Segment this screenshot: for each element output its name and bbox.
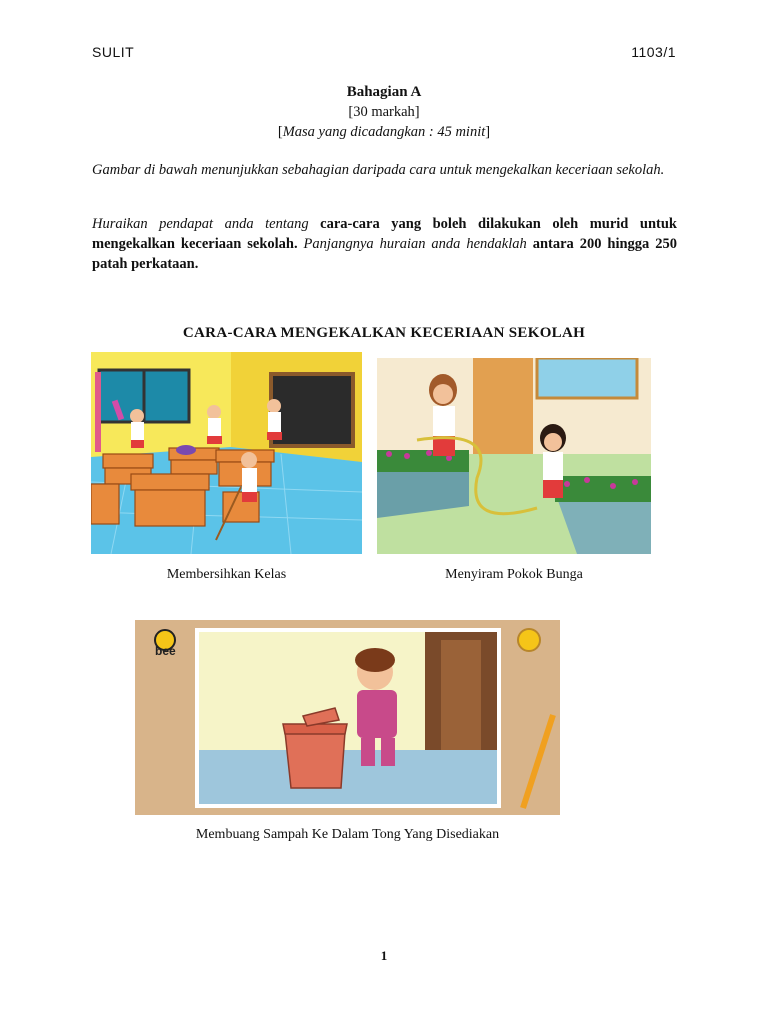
caption-rubbish: Membuang Sampah Ke Dalam Tong Yang Disediakan bbox=[195, 827, 500, 842]
time-text: Masa yang dicadangkan : 45 minit bbox=[282, 124, 486, 140]
caption-watering: Menyiram Pokok Bunga bbox=[445, 567, 583, 582]
section-title: Bahagian A bbox=[346, 84, 422, 100]
rubbish-illustration bbox=[135, 620, 560, 815]
figure-title: CARA-CARA MENGEKALKAN KECERIAAN SEKOLAH bbox=[182, 325, 586, 341]
caption-classroom: Membersihkan Kelas bbox=[166, 567, 287, 582]
instruction-2-part2: cara-cara yang boleh dilakukan oleh murid untuk mengekalkan keceriaan sekolah. bbox=[92, 216, 677, 252]
instruction-2 bbox=[92, 214, 677, 274]
instruction-2-part4: antara 200 hingga 250 patah perkataan. bbox=[92, 236, 677, 272]
section-marks: [30 markah] bbox=[348, 104, 420, 120]
bee-logo-text: bee bbox=[155, 644, 176, 658]
classroom-illustration bbox=[91, 352, 362, 554]
header-right: 1103/1 bbox=[631, 44, 676, 60]
section-time bbox=[0, 124, 768, 141]
instruction-1: Gambar di bawah menunjukkan sebahagian daripada cara untuk mengekalkan keceriaan sekolah. bbox=[92, 162, 665, 178]
time-close-bracket: ] bbox=[485, 124, 491, 140]
watering-illustration bbox=[377, 358, 651, 554]
time-open-bracket: [ bbox=[277, 124, 283, 140]
instruction-2-part3: Panjangnya huraian anda hendaklah bbox=[297, 236, 533, 252]
instruction-2-part1: Huraikan pendapat anda tentang bbox=[92, 216, 321, 232]
header-left: SULIT bbox=[92, 44, 135, 60]
page-number: 1 bbox=[380, 948, 388, 963]
